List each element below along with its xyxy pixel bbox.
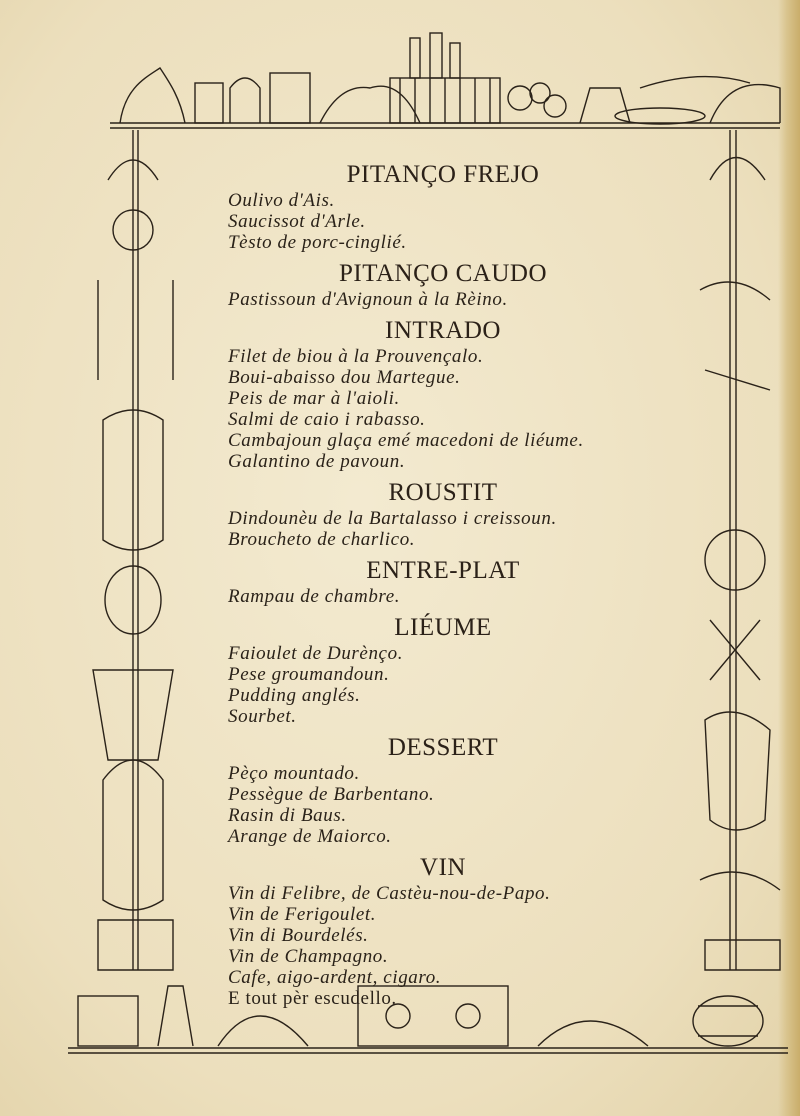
menu-item: Cafe, aigo-ardent, cigaro. <box>228 967 442 988</box>
section-heading: ROUSTIT <box>388 479 498 506</box>
menu-item: Pudding anglés. <box>228 685 361 706</box>
menu-item: Sourbet. <box>228 706 297 727</box>
heading-text: O FREJO <box>437 161 540 188</box>
section-heading: INTRADO <box>385 317 501 344</box>
section-pitanco-frejo <box>228 160 658 253</box>
heading-letter <box>413 259 430 289</box>
menu-item: Cambajoun glaça emé macedoni de liéume. <box>228 430 584 451</box>
top-engraving-banquet-table <box>100 28 790 138</box>
menu-item: Boui-abaisso dou Martegue. <box>228 367 461 388</box>
section-pitanco-caudo <box>228 259 658 310</box>
menu-item: Vin de Ferigoulet. <box>228 904 377 925</box>
section-dessert <box>228 733 658 847</box>
menu-item: Faioulet de Durènço. <box>228 643 404 664</box>
heading-text: PITAN <box>339 260 414 287</box>
left-engraving-kitchen-utensils <box>78 120 188 980</box>
menu-item: Broucheto de charlico. <box>228 529 416 550</box>
menu-item: Filet de biou à la Prouvençalo. <box>228 346 484 367</box>
right-engraving-garden-tools <box>690 120 790 980</box>
section-heading: LIÉUME <box>394 614 492 641</box>
section-heading: VIN <box>420 854 466 881</box>
menu-item: Peis de mar à l'aioli. <box>228 388 400 409</box>
menu-item: Oulivo d'Ais. <box>228 190 335 211</box>
section-roustit <box>228 478 658 550</box>
heading-text: Ç <box>420 161 438 188</box>
menu-item: Pastissoun d'Avignoun à la Rèino. <box>228 289 508 310</box>
menu-item: Pessègue de Barbentano. <box>228 784 435 805</box>
menu-item: Dindounèu de la Bartalasso i creissoun. <box>228 508 557 529</box>
section-heading <box>228 160 658 190</box>
menu-item: Vin di Bourdelés. <box>228 925 369 946</box>
heading-text: Ç <box>413 260 431 287</box>
closing-line: E tout pèr escudello. <box>228 988 397 1009</box>
menu-item: Salmi de caio i rabasso. <box>228 409 426 430</box>
section-lieume <box>228 613 658 727</box>
section-intrado <box>228 316 658 472</box>
menu-item: Vin de Champagno. <box>228 946 389 967</box>
menu-item: Rampau de chambre. <box>228 586 401 607</box>
menu-item: Pese groumandoun. <box>228 664 390 685</box>
section-heading: DESSERT <box>387 734 499 761</box>
menu-item: Galantino de pavoun. <box>228 451 406 472</box>
menu-text <box>228 158 658 1009</box>
menu-item: Vin di Felibre, de Castèu-nou-de-Papo. <box>228 883 551 904</box>
menu-item: Rasin di Baus. <box>228 805 347 826</box>
menu-item: Arange de Maiorco. <box>228 826 392 847</box>
heading-text: PITAN <box>346 161 421 188</box>
section-heading: ENTRE-PLAT <box>366 557 520 584</box>
heading-letter <box>421 160 438 190</box>
section-vin <box>228 853 658 1009</box>
menu-item: Saucissot d'Arle. <box>228 211 366 232</box>
menu-item: Tèsto de porc-cinglié. <box>228 232 407 253</box>
section-heading <box>228 259 658 289</box>
menu-item: Pèço mountado. <box>228 763 360 784</box>
heading-text: O CAUDO <box>430 260 547 287</box>
section-entre-plat <box>228 556 658 607</box>
